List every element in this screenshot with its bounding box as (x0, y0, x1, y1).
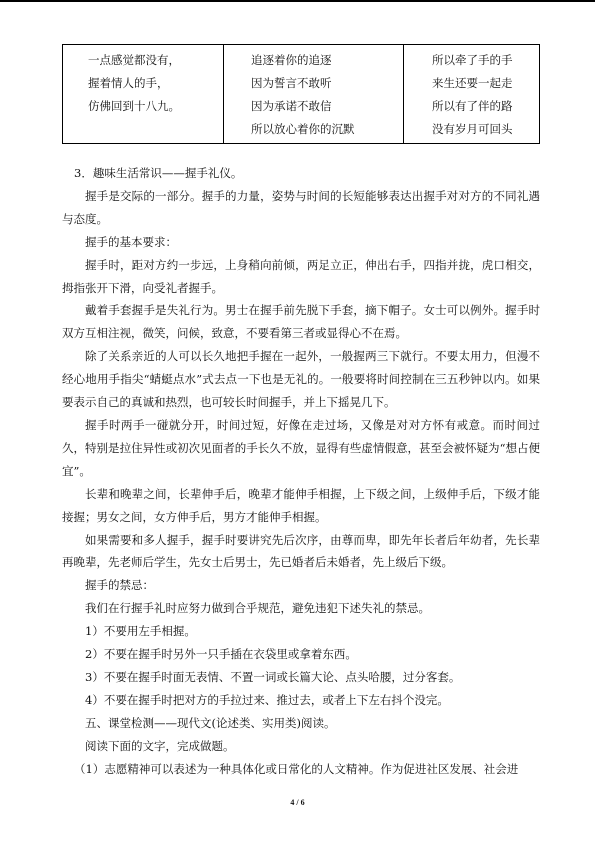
poem-column-3 (404, 45, 540, 144)
list-item: 4）不要在握手时把对方的手拉过来、推过去，或者上下左右抖个没完。 (85, 692, 449, 707)
paragraph: 除了关系亲近的人可以长久地把手握在一起外，一般握两三下就行。不要太用力，但漫不经心地用手指尖“蜻蜓点水”式去点一下也是无礼的。一般要将时间控制在三五秒钟以内。如果要表示自己的真诚和热烈，也可较长时间握手，并上下摇晃几下。 (62, 349, 540, 410)
poem-line: 一点感觉都没有， (88, 53, 180, 67)
paragraph: 握手时，距对方约一步远，上身稍向前倾，两足立正，伸出右手，四指并拢，虎口相交，拇指张开下滑，向受礼者握手。 (62, 257, 540, 295)
paragraph: 戴着手套握手是失礼行为。男士在握手前先脱下手套，摘下帽子。女士可以例外。握手时双方互相注视，微笑，问候，致意，不要看第三者或显得心不在焉。 (62, 303, 540, 341)
poem-line: 没有岁月可回头 (432, 122, 513, 136)
poem-line: 追逐着你的追逐 (251, 53, 332, 67)
page-number: 4 / 6 (290, 798, 305, 807)
table-row (63, 45, 540, 144)
poem-column-2 (224, 45, 404, 144)
list-item: 3）不要在握手时面无表情、不置一词或长篇大论、点头哈腰，过分客套。 (85, 669, 461, 684)
poem-line: 所以牵了手的手 (432, 53, 513, 67)
document-body (62, 162, 540, 780)
poem-line: 因为承诺不敢信 (251, 99, 332, 113)
paragraph: 握手是交际的一部分。握手的力量，姿势与时间的长短能够表达出握手对对方的不同礼遇与态度。 (62, 188, 540, 226)
poem-line: 因为誓言不敢听 (251, 76, 332, 90)
poem-line: 所以放心着你的沉默 (251, 122, 355, 136)
paragraph: （1）志愿精神可以表述为一种具体化或日常化的人文精神。作为促进社区发展、社会进 (74, 761, 519, 776)
poem-line: 所以有了伴的路 (432, 99, 513, 113)
poem-line: 来生还要一起走 (432, 76, 513, 90)
subheading: 握手的基本要求： (85, 234, 177, 249)
section-heading: 五、课堂检测——现代文(论述类、实用类)阅读。 (85, 715, 336, 730)
paragraph: 握手时两手一碰就分开，时间过短，好像在走过场，又像是对对方怀有戒意。而时间过久，特别是拉住异性或初次见面者的手长久不放，显得有些虚情假意，甚至会被怀疑为“想占便宜”。 (62, 417, 540, 478)
paragraph: 如果需要和多人握手，握手时要讲究先后次序，由尊而卑，即先年长者后年幼者，先长辈再晚辈，先老师后学生，先女士后男士，先已婚者后未婚者，先上级后下级。 (62, 532, 540, 570)
paragraph: 阅读下面的文字，完成做题。 (85, 738, 235, 753)
list-item: 1）不要用左手相握。 (85, 624, 196, 639)
poem-column-1 (63, 45, 224, 144)
poem-line: 仿佛回到十八九。 (88, 99, 180, 113)
list-item: 2）不要在握手时另外一只手插在衣袋里或拿着东西。 (85, 647, 357, 662)
poem-line: 握着情人的手， (88, 76, 169, 90)
subheading: 握手的禁忌： (85, 578, 154, 593)
paragraph: 我们在行握手礼时应努力做到合乎规范，避免违犯下述失礼的禁忌。 (85, 601, 430, 616)
paragraph: 长辈和晚辈之间，长辈伸手后，晚辈才能伸手相握，上下级之间，上级伸手后，下级才能接握；男女之间，女方伸手后，男方才能伸手相握。 (62, 486, 540, 524)
top-border-line (0, 0, 595, 2)
poem-table (62, 44, 540, 144)
section-heading: 3．趣味生活常识——握手礼仪。 (74, 166, 243, 180)
